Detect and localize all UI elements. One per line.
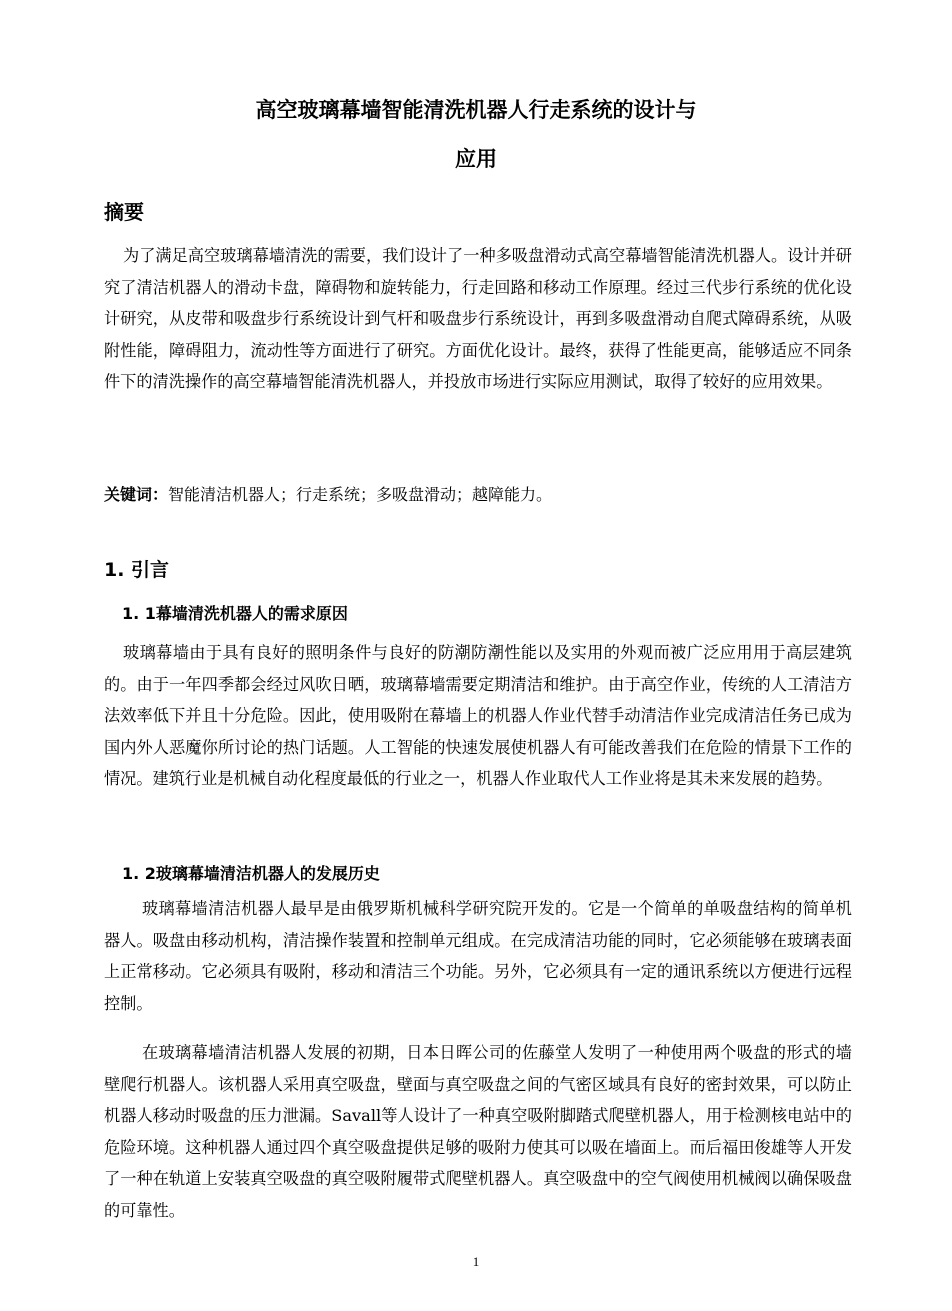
- keywords-label: 关键词：: [104, 485, 169, 504]
- paper-title-line-2: 应用: [455, 147, 497, 171]
- abstract-heading: 摘要: [104, 200, 144, 224]
- section-1-heading: 1. 引言: [104, 559, 170, 581]
- keywords-text: 智能清洁机器人；行走系统；多吸盘滑动；越障能力。: [168, 485, 553, 504]
- section-1-1-heading: 1. 1幕墙清洗机器人的需求原因: [122, 604, 348, 623]
- abstract-body: 为了满足高空玻璃幕墙清洗的需要，我们设计了一种多吸盘滑动式高空幕墙智能清洗机器人。设计并研究了清洁机器人的滑动卡盘，障碍物和旋转能力，行走回路和移动工作原理。经过三代步行系统的优化设计研究，从皮带和吸盘步行系统设计到气杆和吸盘步行系统设计，再到多吸盘滑动自爬式障碍系统，从吸附性能，障碍阻力，流动性等方面进行了研究。方面优化设计。最终，获得了性能更高，能够适应不同条件下的清洗操作的高空幕墙智能清洗机器人，并投放市场进行实际应用测试，取得了较好的应用效果。: [104, 246, 852, 391]
- section-1-1-body: 玻璃幕墙由于具有良好的照明条件与良好的防潮防潮性能以及实用的外观而被广泛应用用于高层建筑的。由于一年四季都会经过风吹日晒，玻璃幕墙需要定期清洁和维护。由于高空作业，传统的人工清洁方法效率低下并且十分危险。因此，使用吸附在幕墙上的机器人作业代替手动清洁作业完成清洁任务已成为国内外人恶魔你所讨论的热门话题。人工智能的快速发展使机器人有可能改善我们在危险的情景下工作的情况。建筑行业是机械自动化程度最低的行业之一，机器人作业取代人工作业将是其未来发展的趋势。: [104, 643, 852, 788]
- page-number: 1: [472, 1254, 480, 1269]
- section-1-2-heading: 1. 2玻璃幕墙清洁机器人的发展历史: [122, 864, 380, 883]
- section-1-2-para-2: 在玻璃幕墙清洁机器人发展的初期，日本日晖公司的佐藤堂人发明了一种使用两个吸盘的形式的墙壁爬行机器人。该机器人采用真空吸盘，壁面与真空吸盘之间的气密区域具有良好的密封效果，可以防止机器人移动时吸盘的压力泄漏。Savall等人设计了一种真空吸附脚踏式爬壁机器人，用于检测核电站中的危险环境。这种机器人通过四个真空吸盘提供足够的吸附力使其可以吸在墙面上。而后福田俊雄等人开发了一种在轨道上安装真空吸盘的真空吸附履带式爬壁机器人。真空吸盘中的空气阀使用机械阀以确保吸盘的可靠性。: [104, 1043, 852, 1220]
- keywords-line: [104, 482, 552, 505]
- section-1-2-para-1: 玻璃幕墙清洁机器人最早是由俄罗斯机械科学研究院开发的。它是一个简单的单吸盘结构的简单机器人。吸盘由移动机构，清洁操作装置和控制单元组成。在完成清洁功能的同时，它必须能够在玻璃表面上正常移动。它必须具有吸附，移动和清洁三个功能。另外，它必须具有一定的通讯系统以方便进行远程控制。: [104, 899, 852, 1013]
- paper-title-line-1: 高空玻璃幕墙智能清洗机器人行走系统的设计与: [255, 98, 697, 122]
